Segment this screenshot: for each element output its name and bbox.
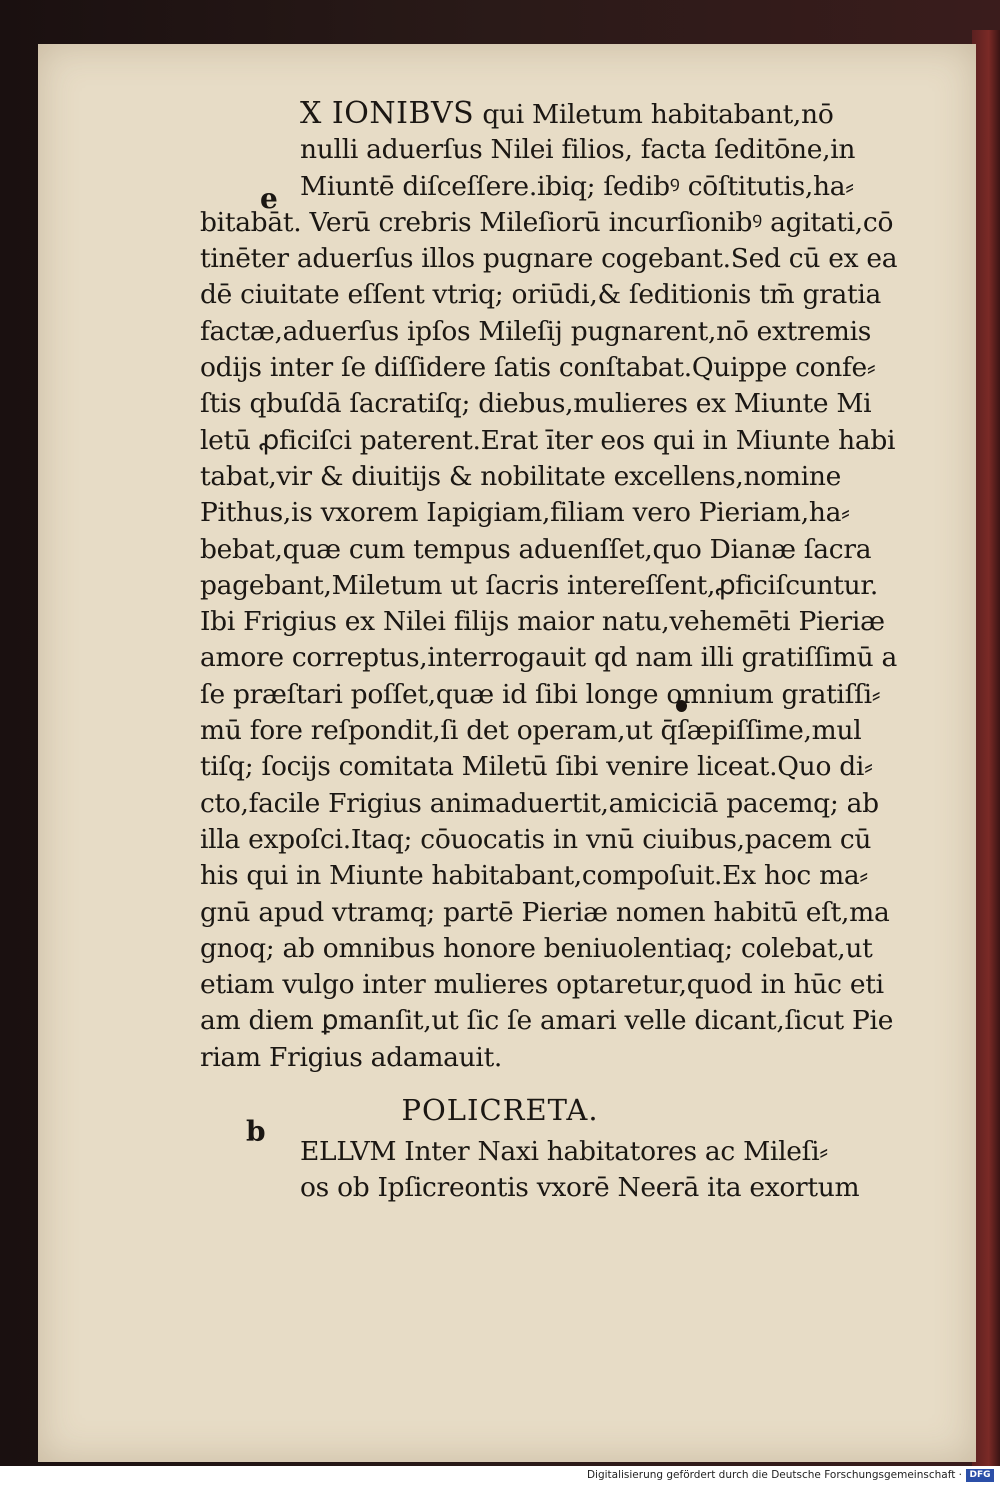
book-edge [972, 30, 1000, 1466]
text-line: cto,facile Frigius animaduertit,amiciciā pacemq; ab [200, 787, 879, 819]
text-line: dē ciuitate eſſent vtriq; oriūdi,& ſeditionis tm̄ gratia [200, 279, 882, 311]
text-line: gnoq; ab omnibus honore beniuolentiaq; colebat,ut [200, 932, 873, 964]
text-line: amore correptus,interrogauit qd nam illi gratiſſimū a [200, 642, 897, 674]
text-line: tabat,vir & diuitijs & nobilitate excellens,nomine [200, 460, 842, 492]
lead-words: X IONIBVS [300, 96, 475, 131]
text-line: bitabāt. Verū crebris Mileſiorū incurſionibꝰ agitati,cō [200, 206, 894, 238]
text-line: ſtis qbuſdā ſacratiſq; diebus,mulieres ex Miunte Mi [200, 388, 872, 420]
first-line [200, 96, 900, 132]
text-line: letū ꝓficiſci paterent.Erat īter eos qui in Miunte habi [200, 424, 896, 456]
text-line: Pithus,is vxorem Iapigiam,filiam vero Pieriam,ha⸗ [200, 497, 850, 529]
section-heading: POLICRETA. [401, 1093, 599, 1128]
text-line: os ob Ipſicreontis vxorē Neerā ita exortum [300, 1172, 860, 1204]
text-line: bebat,quæ cum tempus aduenſſet,quo Dianæ ſacra [200, 533, 872, 565]
text-line: his qui in Miunte habitabant,compoſuit.Ex hoc ma⸗ [200, 860, 868, 892]
text-line: ſe præſtari poſſet,quæ id ſibi longe omnium gratiſſi⸗ [200, 678, 881, 710]
text-line: gnū apud vtramq; partē Pieriæ nomen habitū eſt,ma [200, 896, 890, 928]
text-block [200, 96, 900, 1207]
digitization-footer [0, 1466, 1000, 1486]
text-line: ELLVM Inter Naxi habitatores ac Mileſi⸗ [300, 1136, 828, 1168]
text-line: etiam vulgo inter mulieres optaretur,quod in hūc eti [200, 969, 884, 1001]
marginal-letter-b: b [246, 1115, 266, 1148]
dfg-logo: DFG [966, 1469, 994, 1482]
text-line: Ibi Frigius ex Nilei filijs maior natu,vehemēti Pieriæ [200, 606, 885, 638]
text-line: mū fore reſpondit,ſi det operam,ut q̄ſæpiſſime,mul [200, 715, 862, 747]
text-line: am diem ꝑmanſit,ut ſic ſe amari velle dicant,ſicut Pie [200, 1005, 894, 1037]
text-line: factæ,aduerſus ipſos Mileſij pugnarent,nō extremis [200, 315, 872, 347]
text-line: riam Frigius adamauit. [200, 1041, 503, 1073]
text-line: qui Miletum habitabant,nō [474, 99, 834, 130]
marginal-letter-e: e [260, 182, 278, 215]
text-line: tiſq; ſocijs comitata Miletū ſibi venire liceat.Quo di⸗ [200, 751, 873, 783]
text-line: Miuntē diſceſſere.ibiq; ſedibꝰ cōſtitutis,ha⸗ [300, 170, 854, 202]
funding-credit: Digitalisierung gefördert durch die Deutsche Forschungsgemeinschaft · [586, 1469, 962, 1481]
text-line: pagebant,Miletum ut ſacris intereſſent,ꝓficiſcuntur. [200, 569, 878, 601]
text-line: tinēter aduerſus illos pugnare cogebant.Sed cū ex ea [200, 243, 898, 275]
text-line: odijs inter ſe diſſidere ſatis conſtabat.Quippe confe⸗ [200, 352, 876, 384]
text-line: illa expoſci.Itaq; cōuocatis in vnū ciuibus,pacem cū [200, 823, 872, 855]
text-line: nulli aduerſus Nilei filios, facta ſeditōne,in [300, 134, 856, 166]
